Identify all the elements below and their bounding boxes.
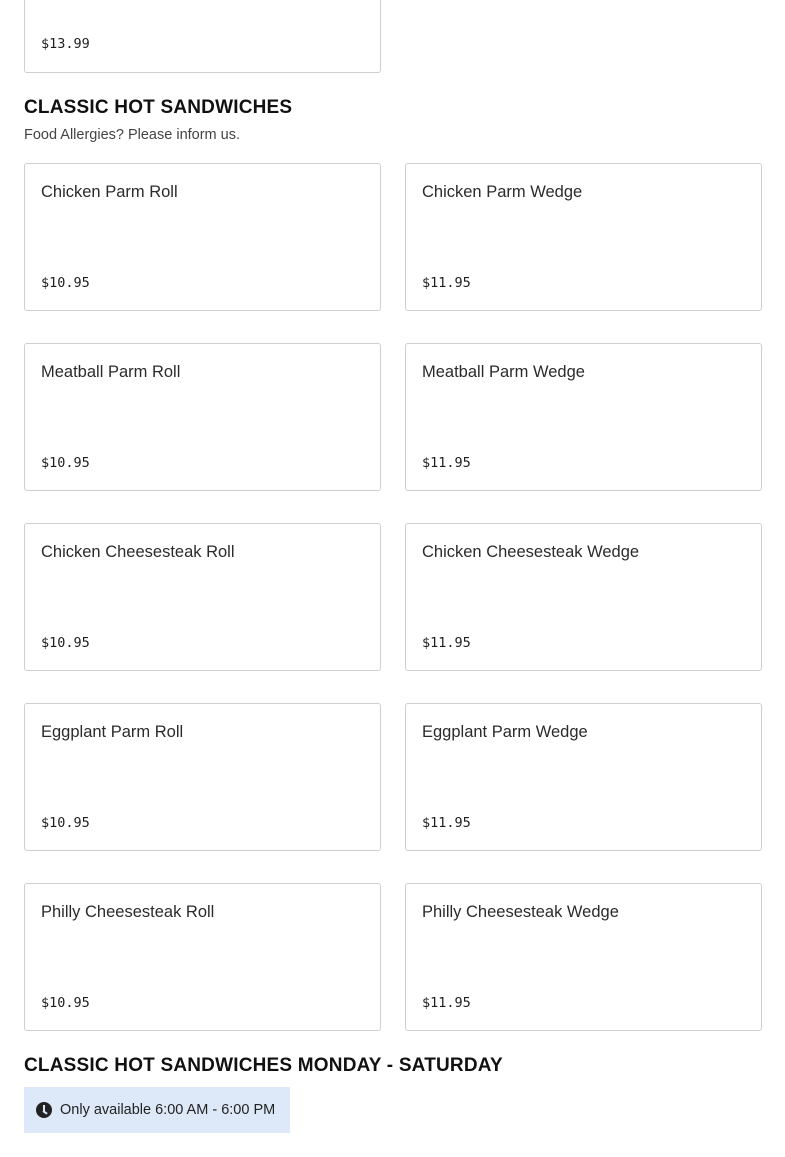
item-name: Philly Cheesesteak Roll <box>41 903 215 921</box>
item-price: $11.95 <box>422 635 471 651</box>
menu-item-card[interactable] <box>405 343 762 491</box>
menu-item-card[interactable] <box>405 703 762 851</box>
menu-item-card[interactable] <box>24 883 381 1031</box>
item-price: $10.95 <box>41 995 90 1011</box>
item-price: $13.99 <box>41 36 90 52</box>
item-price: $11.95 <box>422 815 471 831</box>
item-name: Eggplant Parm Wedge <box>422 723 588 741</box>
section-title: CLASSIC HOT SANDWICHES MONDAY - SATURDAY <box>24 1055 503 1076</box>
section-title: CLASSIC HOT SANDWICHES <box>24 97 293 118</box>
item-name: Chicken Parm Wedge <box>422 183 583 201</box>
menu-item-card[interactable] <box>405 883 762 1031</box>
item-name: Eggplant Parm Roll <box>41 723 184 741</box>
item-name: Chicken Cheesesteak Roll <box>41 543 235 561</box>
item-price: $11.95 <box>422 275 471 291</box>
availability-text: Only available 6:00 AM - 6:00 PM <box>60 1102 276 1118</box>
menu-item-card[interactable] <box>24 703 381 851</box>
item-price: $10.95 <box>41 275 90 291</box>
menu-item-card[interactable] <box>24 523 381 671</box>
menu-item-card[interactable] <box>405 523 762 671</box>
item-price: $10.95 <box>41 635 90 651</box>
clock-icon <box>36 1102 52 1118</box>
item-name: Meatball Parm Wedge <box>422 363 585 381</box>
item-price: $10.95 <box>41 455 90 471</box>
section-subtitle: Food Allergies? Please inform us. <box>24 127 240 143</box>
menu-item-card[interactable] <box>405 163 762 311</box>
item-name: Chicken Cheesesteak Wedge <box>422 543 640 561</box>
item-name: Meatball Parm Roll <box>41 363 181 381</box>
menu-item-card[interactable] <box>24 163 381 311</box>
item-name: Chicken Parm Roll <box>41 183 178 201</box>
availability-badge <box>24 1087 290 1133</box>
item-price: $11.95 <box>422 455 471 471</box>
menu-item-card[interactable] <box>24 343 381 491</box>
item-price: $10.95 <box>41 815 90 831</box>
item-name: Philly Cheesesteak Wedge <box>422 903 619 921</box>
menu-item-card[interactable] <box>24 0 381 73</box>
item-price: $11.95 <box>422 995 471 1011</box>
